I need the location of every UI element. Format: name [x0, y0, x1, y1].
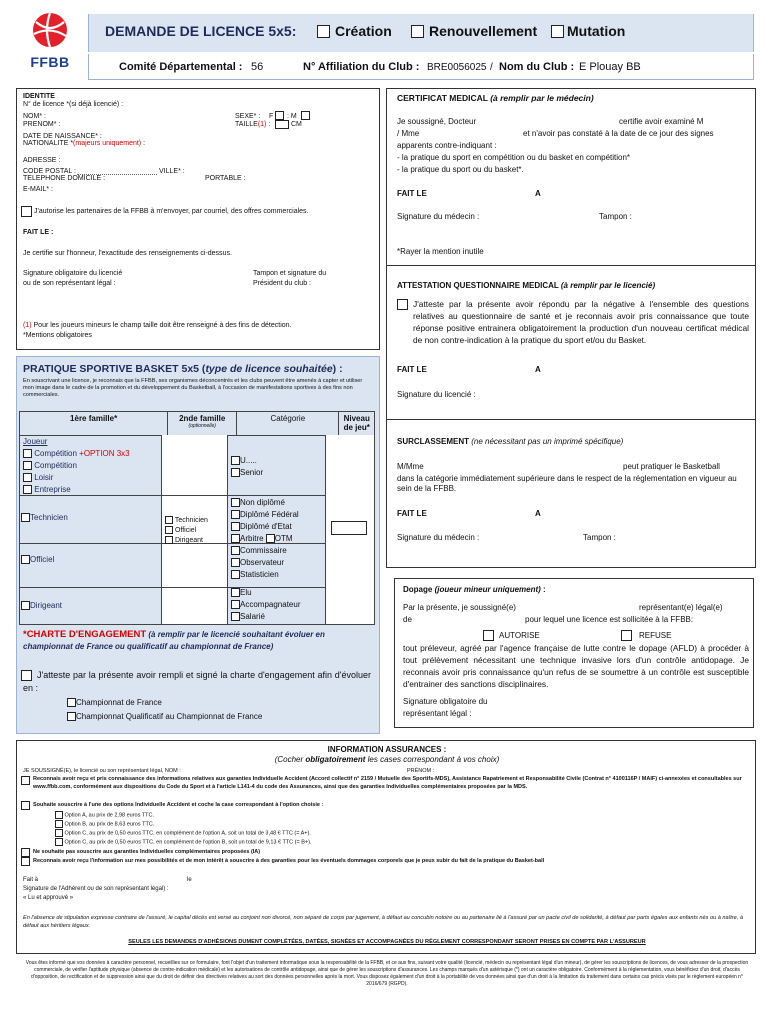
souhaite-option-checkbox[interactable]	[21, 801, 30, 810]
reconnais-information-text: Reconnais avoir reçu l'information sur mes possibilités et de mon intérêt à souscrire à des garanties pour les éventuels dommages corporels que je peux subir du fait de la pratique du Basket-ball	[33, 858, 545, 864]
fait-a-label: Fait à	[23, 877, 39, 883]
senior-checkbox[interactable]	[231, 468, 240, 477]
dopage-line1a: Par la présente, je soussigné(e)	[403, 603, 516, 612]
questionnaire-divider	[387, 419, 755, 420]
elu-row	[231, 588, 252, 598]
nationalite-note: (majeurs uniquement)	[73, 140, 142, 147]
charte-title-note: (à remplir par le licencié souhaitant évoluer en championnat de France ou qualificatif au championnat de France)	[23, 630, 325, 651]
diplome-etat-checkbox[interactable]	[231, 522, 240, 531]
reconnais-garanties-checkbox[interactable]	[21, 776, 30, 785]
creation-label: Création	[335, 23, 392, 39]
accompagnateur-label: Accompagnateur	[240, 600, 301, 609]
option-b-checkbox[interactable]	[55, 820, 63, 828]
option-c1-label: Option C, au prix de 0,50 euros TTC, en complément de l'option A, soit un total de 3,48 € TTC (= A+).	[64, 830, 311, 837]
option-b-label: Option B, au prix de 8,63 euros TTC.	[64, 821, 155, 828]
ffbb-logo	[28, 10, 72, 70]
nationalite-text: NATIONALITE *	[23, 140, 74, 147]
certificat-line1b: certifie avoir examiné M	[619, 117, 704, 126]
email-label: E-MAIL* :	[23, 186, 53, 193]
commissaire-checkbox[interactable]	[231, 546, 240, 555]
dopage-line1b: représentant(e) légal(e)	[639, 603, 723, 612]
creation-checkbox[interactable]	[317, 25, 330, 38]
club-row	[88, 54, 754, 80]
assurances-title: INFORMATION ASSURANCES :	[327, 745, 447, 754]
sexe-m-label: : M	[287, 113, 297, 120]
certificat-line5: - la pratique du sport ou du basket*.	[397, 165, 524, 174]
taille-text: TAILLE	[235, 121, 258, 128]
u-label: U.....	[240, 456, 257, 465]
option-b-row	[55, 820, 154, 828]
observateur-label: Observateur	[240, 558, 285, 567]
dopage-title-text: Dopage	[403, 585, 433, 594]
certificat-a: A	[535, 189, 541, 198]
page-title: DEMANDE DE LICENCE 5x5:	[105, 23, 297, 39]
renouvellement-checkbox[interactable]	[411, 25, 424, 38]
nom-club-value[interactable]: E Plouay BB	[579, 61, 641, 73]
col-niveau-label: Niveau de jeu*	[343, 414, 370, 432]
salarie-row	[231, 612, 265, 622]
dirigeant-label: Dirigeant	[30, 601, 63, 610]
surclassement-title-note: (ne nécessitant pas un imprimé spécifique)	[471, 437, 624, 446]
option-c2-row	[55, 838, 311, 846]
option-a-checkbox[interactable]	[55, 811, 63, 819]
logo-text: FFBB	[30, 54, 70, 70]
subtitle-c: les cases correspondant à vos choix)	[365, 755, 500, 764]
nom-club-label: Nom du Club :	[499, 61, 575, 73]
ville-label: VILLE* :	[159, 168, 185, 175]
signature-licencie-2: ou de son représentant légal :	[23, 280, 116, 287]
otm-checkbox[interactable]	[266, 534, 275, 543]
soussigne-label: JE SOUSSIGNÉ(E), le licencié ou son représentant légal, NOM :	[23, 768, 181, 774]
certificat-line2a: / Mme	[397, 129, 420, 138]
taille-unit: CM	[291, 121, 302, 128]
portable-label: PORTABLE :	[205, 175, 246, 182]
diplome-etat-row	[231, 522, 292, 532]
affiliation-separator: /	[490, 62, 493, 73]
comite-value[interactable]: 56	[251, 61, 264, 73]
lu-approuve: « Lu et approuvé »	[23, 895, 74, 901]
pratique-title	[23, 363, 343, 375]
arbitre-row	[231, 534, 293, 544]
non-diplome-row	[231, 498, 285, 508]
diplome-fed-row	[231, 510, 299, 520]
dirigeant2-row	[165, 536, 203, 545]
prenom-label: PRENOM* :	[23, 121, 61, 128]
certificat-title	[397, 93, 594, 103]
competition-label: Compétition	[34, 461, 77, 470]
charte-title	[23, 629, 375, 653]
subtitle-a: (Cocher	[274, 755, 306, 764]
partenaires-checkbox[interactable]	[21, 206, 32, 217]
questionnaire-a: A	[535, 365, 541, 374]
competition-row	[23, 461, 77, 471]
certificat-signature: Signature du médecin :	[397, 212, 480, 221]
nom-label: NOM* :	[23, 113, 46, 120]
statisticien-checkbox[interactable]	[231, 570, 240, 579]
questionnaire-checkbox[interactable]	[397, 299, 408, 310]
certificat-line4: - la pratique du sport en compétition ou du basket en compétition*	[397, 153, 631, 162]
certificat-section	[386, 88, 756, 568]
col-categorie-label: Catégorie	[270, 414, 306, 423]
dopage-text: tout préleveur, agréé par l'agence française de lutte contre le dopage (AFLD) à procéder à tout prélèvement nécessitant une technique invasive lors d'un contrôle antidopage. Je reconnais avoir pris connaissance qu'un refus de se soumettre à un contrôle est susceptible d'entrainer des sanctions disciplinaires.	[403, 643, 749, 689]
senior-label: Senior	[240, 468, 264, 477]
col-niveau	[339, 412, 375, 436]
commissaire-row	[231, 546, 287, 556]
statisticien-row	[231, 570, 279, 580]
assurances-prenom-label: PRÉNOM :	[407, 768, 435, 774]
charte-text: J'atteste par la présente avoir rempli et signé la charte d'engagement afin d'évoluer en :	[23, 670, 371, 693]
pratique-title-end: ) :	[332, 363, 343, 375]
surclassement-fait-le: FAIT LE	[397, 509, 427, 518]
identite-title: IDENTITE	[23, 93, 55, 100]
grid-vline-2	[227, 435, 228, 625]
surclassement-a: A	[535, 509, 541, 518]
entreprise-label: Entreprise	[34, 485, 71, 494]
assurances-section	[16, 740, 756, 954]
dopage-line2a: de	[403, 615, 412, 624]
championnat-france-row	[67, 698, 162, 708]
option-3x3-label: +OPTION 3x3	[79, 449, 130, 458]
rayer-mention: *Rayer la mention inutile	[397, 247, 484, 256]
joueur-label: Joueur	[23, 437, 48, 446]
championnat-france-checkbox[interactable]	[67, 698, 76, 707]
dopage-title-note: (joueur mineur uniquement)	[434, 585, 541, 594]
loisir-label: Loisir	[34, 473, 54, 482]
u-row	[231, 456, 257, 466]
questionnaire-signature: Signature du licencié :	[397, 390, 476, 399]
nationalite-colon: :	[141, 140, 146, 147]
code-postal-label: CODE POSTAL :	[23, 168, 76, 175]
officiel-checkbox[interactable]	[21, 555, 30, 564]
certificat-title-note: (à remplir par le médecin)	[490, 93, 594, 103]
technicien2-checkbox[interactable]	[165, 516, 173, 524]
dopage-sig2: représentant légal :	[403, 709, 472, 718]
diplome-etat-label: Diplômé d'Etat	[240, 522, 292, 531]
statisticien-label: Statisticien	[240, 570, 279, 579]
col-1ere-famille-label: 1ère famille*	[70, 414, 118, 423]
rgpd-footer: Vous êtes informé que vos données à caractère personnel, recueillies sur ce formulaire, font l'objet d'un traitement informatique sous la responsabilité de la FFBB, et ce aux fins, suivant votre qualité (licencié, médecin ou représentant légal d'un mineur), de gérer les souscriptions de licences, de vous adresser de la prospection commerciale, de vérifier l'aptitude physique (absence de contre-indication médicale) et les autorisations de contrôle antidopage, ainsi que de gérer les souscriptions d'assurances. Les champs marqués d'un astérisque (*) ont un caractère obligatoire. Conformément à la réglementation, vous bénéficiez d'un droit, d'accès d'opposition, de rectification et de suppression ainsi que du droit de définir des directives relatives au sort des données personnelles après la mort. Vous disposez également d'un droit à la portabilité de vos données ainsi que d'un droit à la limitation du traitement dans certains cas précis visés par le règlement européen n° 2016/679 (RGPD).	[25, 960, 749, 987]
sexe-m-checkbox[interactable]	[301, 111, 310, 120]
col-2nde-famille-note: (optionnelle)	[188, 423, 216, 429]
officiel2-label: Officiel	[174, 526, 197, 534]
certificat-title-text: CERTIFICAT MEDICAL	[397, 93, 488, 103]
dopage-title-end: :	[540, 585, 546, 594]
taille-footnote	[23, 322, 292, 330]
ne-souhaite-checkbox[interactable]	[21, 848, 30, 857]
competition-checkbox[interactable]	[23, 461, 32, 470]
arbitre-checkbox[interactable]	[231, 534, 240, 543]
renouvellement-label: Renouvellement	[429, 23, 538, 39]
elu-label: Elu	[240, 588, 252, 597]
pratique-title-italic: type de licence souhaitée	[205, 363, 333, 375]
col-2nde-famille-label: 2nde famille	[179, 414, 226, 423]
col-1ere-famille	[20, 412, 168, 436]
naissance-label: DATE DE NAISSANCE* :	[23, 133, 102, 140]
mutation-checkbox[interactable]	[551, 25, 564, 38]
officiel-row	[21, 555, 54, 565]
dirigeant-row	[21, 601, 62, 611]
signature-adherent: Signature de l'Adhérent ou de son représentant légal) :	[23, 886, 169, 892]
certificat-line3: apparents contre-indiquant :	[397, 141, 497, 150]
non-diplome-label: Non diplômé	[240, 498, 285, 507]
grid-hline-3	[19, 587, 325, 588]
dirigeant2-checkbox[interactable]	[165, 536, 173, 544]
mentions-obligatoires: *Mentions obligatoires	[23, 332, 92, 339]
sexe-f-checkbox[interactable]	[275, 111, 284, 120]
salarie-checkbox[interactable]	[231, 612, 240, 621]
surclassement-line2: dans la catégorie immédiatement supérieure dans le respect de la réglementation en vigueur au sein de la FFBB.	[397, 474, 737, 493]
surclassement-title-text: SURCLASSEMENT	[397, 437, 470, 446]
competition-3x3-checkbox[interactable]	[23, 449, 32, 458]
dirigeant-checkbox[interactable]	[21, 601, 30, 610]
questionnaire-title-note: (à remplir par le licencié)	[560, 281, 656, 290]
dopage-section	[394, 578, 754, 728]
taille-field[interactable]	[275, 120, 289, 129]
autorise-checkbox[interactable]	[483, 630, 494, 641]
observateur-row	[231, 558, 284, 568]
refuse-label: REFUSE	[639, 631, 672, 640]
certificat-divider	[387, 265, 755, 266]
adresse-label: ADRESSE :	[23, 157, 61, 164]
elu-checkbox[interactable]	[231, 588, 240, 597]
stipulation-text: En l'absence de stipulation expresse contraire de l'assuré, le capital décès est versé au conjoint non divorcé, non séparé de corps par jugement, à défaut au concubin notoire ou au partenaire lié à l'assuré par un pacte civil de solidarité, à défaut par parts égales aux enfants nés ou à naître, à défaut aux héritiers légaux.	[23, 915, 743, 929]
questionnaire-title	[397, 281, 655, 291]
subtitle-b: obligatoirement	[305, 755, 366, 764]
le-label: le	[187, 877, 192, 883]
sexe-label: SEXE* :	[235, 113, 261, 120]
surclassement-tampon: Tampon :	[583, 533, 616, 542]
option-c1-row	[55, 829, 311, 837]
dopage-sig1: Signature obligatoire du	[403, 697, 488, 706]
championnat-qualif-row	[67, 712, 262, 722]
refuse-checkbox[interactable]	[621, 630, 632, 641]
competition-3x3-row	[23, 449, 130, 459]
officiel-label: Officiel	[30, 555, 55, 564]
technicien-checkbox[interactable]	[21, 513, 30, 522]
technicien-row	[21, 513, 68, 523]
technicien2-row	[165, 516, 208, 525]
comite-label: Comité Départemental :	[119, 61, 243, 73]
option-c2-label: Option C, au prix de 0,50 euros TTC, en complément de l'option B, soit un total de 9,13 € TTC (= B+).	[64, 839, 312, 846]
option-a-row	[55, 811, 154, 819]
diplome-fed-checkbox[interactable]	[231, 510, 240, 519]
reconnais-garanties-text: Reconnais avoir reçu et pris connaissance des informations relatives aux garanties Individuelle Accident (Accord collectif n° 2159 / Mutuelle des Sportifs-MDS), Assistance Rapatriement et Responsabilité Civile (Contrat n° 4100116P / MAIF) ci-annexées et consultables sur www.ffbb.com, conformément aux dispositions du Code du Sport et à l'article L141-4 du code des Assurances, ainsi que des garanties Individuelles complémentaires proposées par la MDS.	[33, 776, 742, 790]
option-c2-checkbox[interactable]	[55, 838, 63, 846]
otm-label: OTM	[274, 534, 293, 543]
officiel2-row	[165, 526, 196, 535]
dirigeant2-label: Dirigeant	[174, 536, 203, 544]
questionnaire-title-text: ATTESTATION QUESTIONNAIRE MEDICAL	[397, 281, 559, 290]
officiel2-checkbox[interactable]	[165, 526, 173, 534]
championnat-qualif-label: Championnat Qualificatif au Championnat de France	[76, 712, 263, 721]
certificat-line2b: et n'avoir pas constaté à la date de ce jour des signes	[523, 129, 714, 138]
affiliation-label: N° Affiliation du Club :	[303, 61, 420, 73]
autorise-label: AUTORISE	[499, 631, 540, 640]
competition-3x3-label: Compétition	[34, 449, 80, 458]
tampon-club-2: Président du club :	[253, 280, 311, 287]
arbitre-label: Arbitre	[240, 534, 264, 543]
identite-section	[16, 88, 380, 350]
footnote-number: (1)	[23, 322, 32, 329]
option-a-label: Option A, au prix de 2,98 euros TTC.	[64, 812, 155, 819]
col-2nde-famille	[168, 412, 237, 436]
observateur-checkbox[interactable]	[231, 558, 240, 567]
affiliation-value[interactable]: BRE0056025	[427, 62, 487, 73]
surclassement-title	[397, 437, 623, 447]
assurances-subtitle	[17, 755, 757, 764]
reconnais-information-checkbox[interactable]	[21, 857, 30, 866]
option-c1-checkbox[interactable]	[55, 829, 63, 837]
accompagnateur-checkbox[interactable]	[231, 600, 240, 609]
senior-row	[231, 468, 263, 478]
souhaite-option-text: Souhaite souscrire à l'une des options Individuelle Accident et coche la case correspondant à l'option choisie :	[33, 802, 324, 808]
loisir-checkbox[interactable]	[23, 473, 32, 482]
header-band	[88, 14, 754, 52]
non-diplome-checkbox[interactable]	[231, 498, 240, 507]
accompagnateur-row	[231, 600, 300, 610]
mutation-label: Mutation	[567, 23, 626, 39]
seules-demandes: SEULES LES DEMANDES D'ADHÉSIONS DUMENT COMPLÉTÉES, DATÉES, SIGNÉES ET ACCOMPAGNÉES DU RÈGLEMENT CORRESPONDANT SERONT PRISES EN COMPTE PAR L'ASSUREUR	[128, 939, 646, 945]
championnat-france-label: Championnat de France	[76, 698, 162, 707]
surclassement-line1a: M/Mme	[397, 462, 424, 471]
signature-licencie-1: Signature obligatoire du licencié	[23, 270, 123, 277]
certificat-tampon: Tampon :	[599, 212, 632, 221]
sexe-f-label: F	[269, 113, 274, 120]
commissaire-label: Commissaire	[240, 546, 287, 555]
pratique-title-text: PRATIQUE SPORTIVE BASKET 5x5 (	[23, 363, 206, 375]
identite-fait-le: FAIT LE :	[23, 229, 54, 236]
surclassement-line1b: peut pratiquer le Basketball	[623, 462, 720, 471]
salarie-label: Salarié	[240, 612, 265, 621]
loisir-row	[23, 473, 53, 483]
diplome-fed-label: Diplômé Fédéral	[240, 510, 299, 519]
footnote-text: Pour les joueurs mineurs le champ taille doit être renseigné à des fins de détection.	[31, 322, 292, 329]
entreprise-checkbox[interactable]	[23, 485, 32, 494]
surclassement-signature: Signature du médecin :	[397, 533, 480, 542]
championnat-qualif-checkbox[interactable]	[67, 712, 76, 721]
technicien2-label: Technicien	[174, 516, 208, 524]
pratique-table	[19, 411, 375, 436]
basketball-logo-icon	[28, 10, 72, 50]
dopage-title	[403, 585, 546, 595]
certifie-text: Je certifie sur l'honneur, l'exactitude des renseignements ci-dessus.	[23, 250, 232, 257]
niveau-jeu-field[interactable]	[331, 521, 367, 535]
questionnaire-fait-le: FAIT LE	[397, 365, 427, 374]
taille-label: TAILLE(1) :	[235, 121, 271, 128]
entreprise-row	[23, 485, 71, 495]
ne-souhaite-text: Ne souhaite pas souscrire aux garanties Individuelles complémentaires proposées (IA)	[33, 849, 261, 855]
pratique-intro: En souscrivant une licence, je reconnais que la FFBB, ses organismes déconcentrés et les clubs peuvent être amenés à capter et utiliser mon image dans le cadre de la promotion et du développement du Basketball, à l'occasion de manifestations sportives à des fins non commerciales.	[23, 378, 363, 398]
certificat-fait-le: FAIT LE	[397, 189, 427, 198]
licence-label: N° de licence *(si déjà licencié) :	[23, 101, 124, 108]
certificat-line1: Je soussigné, Docteur	[397, 117, 477, 126]
u-checkbox[interactable]	[231, 456, 240, 465]
grid-hline-1	[19, 495, 325, 496]
tampon-club-1: Tampon et signature du	[253, 270, 327, 277]
technicien-label: Technicien	[30, 513, 68, 522]
col-categorie	[237, 412, 339, 436]
nationalite-label	[23, 140, 145, 148]
dopage-line2b: pour lequel une licence est sollicitée à la FFBB:	[525, 615, 694, 624]
questionnaire-text: J'atteste par la présente avoir répondu par la négative à l'ensemble des questions relatives au questionnaire de santé et je reconnais avoir pris connaissance que toute réponse positive entrainera obligatoirement la production d'un nouveau certificat médical de non contre-indication à la pratique du sport et/ou du Basket.	[413, 299, 749, 345]
taille-note: (1)	[257, 121, 267, 128]
charte-title-text: *CHARTE D'ENGAGEMENT	[23, 629, 147, 640]
partenaires-text: J'autorise les partenaires de la FFBB à m'envoyer, par courriel, des offres commerciales.	[34, 208, 309, 215]
pratique-section	[16, 356, 380, 734]
tel-label: TELEPHONE DOMICILE :	[23, 175, 106, 182]
